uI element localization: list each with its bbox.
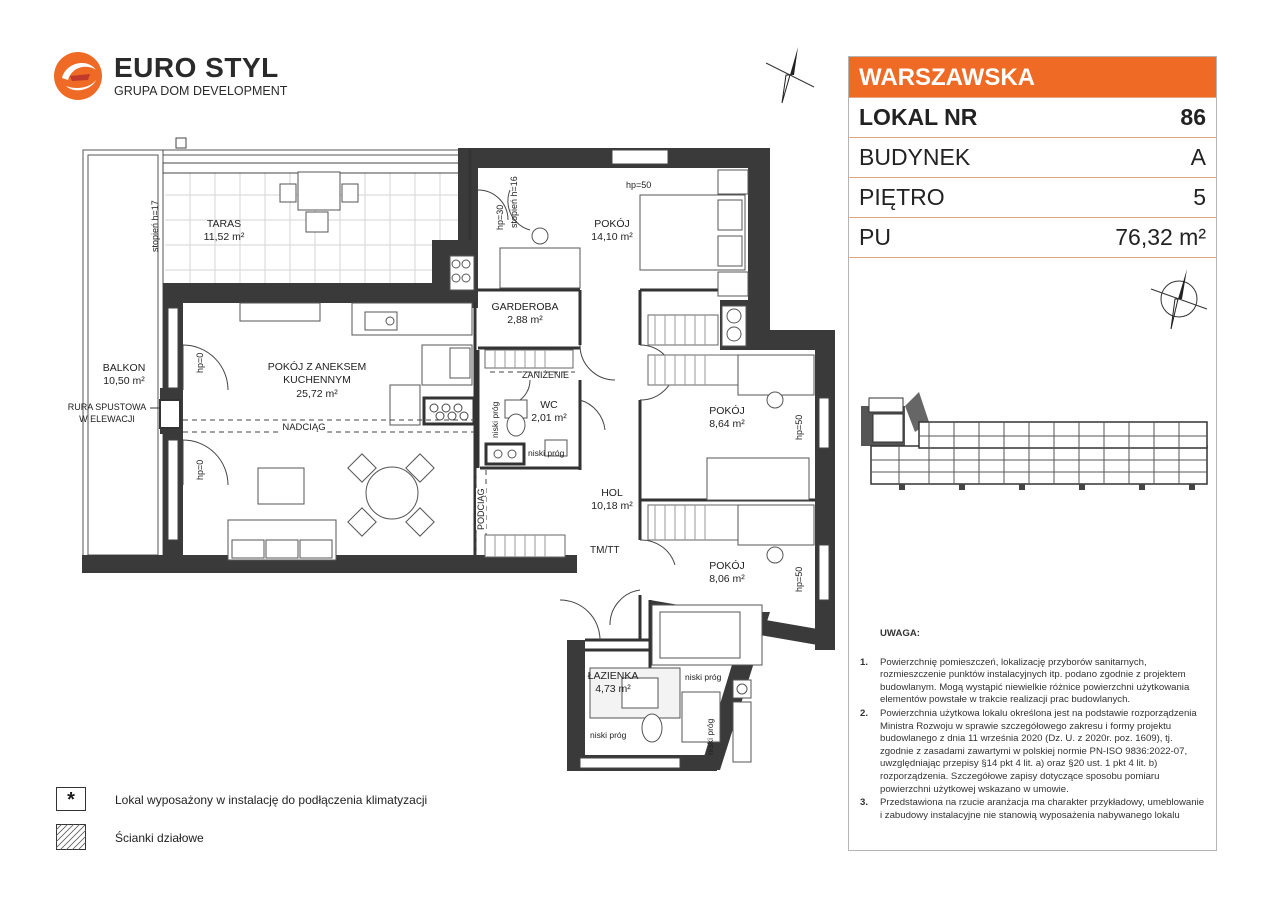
room-pokoj3-name: POKÓJ (709, 560, 745, 572)
tmtt-label: TM/TT (590, 545, 620, 556)
zanizenie-label: ZANIŻENIE (522, 370, 570, 380)
hp50-label-pokoj1: hp=50 (626, 180, 652, 190)
hp0-label-upper: hp=0 (195, 352, 205, 373)
street-name: WARSZAWSKA (859, 64, 1035, 91)
niski-prog-wc: niski próg (528, 448, 565, 458)
note-2-text: Powierzchnia użytkowa lokalu określona jest na podstawie rozporządzenia Ministra Rozwoju w sprawie szczegółowego zakresu i formy projektu budowlanego z dnia 11 września 2020 (Dz. U. z 2020r. poz. 1609), tj. zgodnie z zasadami zawartymi w polskiej normie PN-ISO 9836:2022-07, uwzględniając przepisy §14 pkt 4 lit. a) oraz §20 ust. 1 pkt 4 lit. b) rozporządzenia. Szczegółowe zapisy dotyczące sposobu pomiaru powierzchni użytkowej wskazano w umowie. (880, 707, 1197, 795)
info-label-lokal: LOKAL NR (859, 104, 978, 130)
room-pokoj2-name: POKÓJ (709, 405, 745, 417)
room-salon-area: 25,72 m² (296, 388, 338, 400)
info-row-pu (849, 217, 1216, 258)
note-1-number: 1. (860, 656, 869, 668)
niski-prog-lazienka-vertical: niski próg (705, 718, 715, 755)
room-wc-area: 2,01 m² (531, 412, 567, 424)
room-wc-name: WC (540, 399, 558, 411)
room-salon-name: POKÓJ Z ANEKSEM KUCHENNYM (267, 361, 367, 386)
brand-tagline: GRUPA DOM DEVELOPMENT (114, 84, 288, 98)
niski-prog-wc-vertical: niski próg (490, 401, 500, 438)
site-key-plan (859, 392, 1209, 502)
info-value-pu: 76,32 m² (1115, 224, 1206, 250)
info-label-pu: PU (859, 224, 891, 250)
hp0-label-lower: hp=0 (195, 459, 205, 480)
info-label-pietro: PIĘTRO (859, 184, 945, 210)
street-row (849, 57, 1216, 98)
room-balkon-name: BALKON (102, 362, 146, 374)
room-garderoba-area: 2,88 m² (507, 314, 543, 326)
room-pokoj1-area: 14,10 m² (591, 231, 633, 243)
room-pokoj2-area: 8,64 m² (709, 418, 745, 430)
notes-section (858, 628, 1208, 823)
rura-spustowa-label: RURA SPUSTOWA W ELEWACJI (67, 402, 147, 424)
note-1 (858, 657, 1208, 707)
hp50-label-pokoj2: hp=50 (794, 414, 804, 440)
room-taras-name: TARAS (206, 218, 242, 230)
info-row-lokal (849, 97, 1216, 138)
legend-aircon-text: Lokal wyposażony w instalację do podłączenia klimatyzacji (115, 793, 428, 807)
info-value-pietro: 5 (1193, 184, 1206, 210)
hp30-label: hp=30 (495, 204, 505, 230)
note-2-number: 2. (860, 707, 869, 719)
legend-hatch-icon (56, 824, 86, 850)
room-garderoba-name: GARDEROBA (491, 301, 559, 313)
room-pokoj3-area: 8,06 m² (709, 573, 745, 585)
legend-aircon-symbol: * (56, 787, 86, 811)
room-lazienka-area: 4,73 m² (595, 683, 631, 695)
room-balkon-area: 10,50 m² (103, 375, 145, 387)
info-row-pietro (849, 177, 1216, 218)
info-value-budynek: A (1190, 144, 1206, 170)
stopien17-label: stopień h=17 (150, 200, 160, 252)
note-3-number: 3. (860, 797, 869, 809)
stopien16-label: stopień h=16 (509, 176, 519, 228)
brand-name: EURO STYL (114, 52, 279, 83)
info-row-budynek (849, 137, 1216, 178)
notes-title: UWAGA: (880, 628, 920, 639)
room-lazienka-name: ŁAZIENKA (587, 670, 639, 682)
room-hol-area: 10,18 m² (591, 500, 633, 512)
room-pokoj1-name: POKÓJ (594, 218, 630, 230)
note-3-text: Przedstawiona na rzucie aranżacja ma charakter przykładowy, umeblowanie i zabudowy instalacyjne nie stanowią wyposażenia nabywanego lokalu (880, 797, 1205, 821)
podciag-label: PODCIĄG (476, 488, 486, 530)
room-taras-area: 11,52 m² (203, 231, 245, 243)
legend-partition-text: Ścianki działowe (115, 831, 204, 845)
panel-north-arrow-icon (1147, 267, 1211, 331)
info-label-budynek: BUDYNEK (859, 144, 971, 170)
room-hol-name: HOL (601, 487, 623, 499)
note-1-text: Powierzchnię pomieszczeń, lokalizację przyborów sanitarnych, rozmieszczenie punktów instalacyjnych itp. podano zgodnie z projektem budowlanym. Mogą wystąpić niewielkie różnice powierzchni użytkowania elementów powstałe w trakcie realizacji prac budowlanych. (880, 656, 1190, 706)
hp50-label-pokoj3: hp=50 (794, 566, 804, 592)
info-value-lokal: 86 (1180, 104, 1206, 130)
niski-prog-lazienka: niski próg (685, 672, 722, 682)
niski-prog-lazienka-lower: niski próg (590, 730, 627, 740)
nadciag-label: NADCIĄG (282, 422, 326, 433)
note-2 (858, 708, 1208, 796)
note-3 (858, 797, 1208, 822)
